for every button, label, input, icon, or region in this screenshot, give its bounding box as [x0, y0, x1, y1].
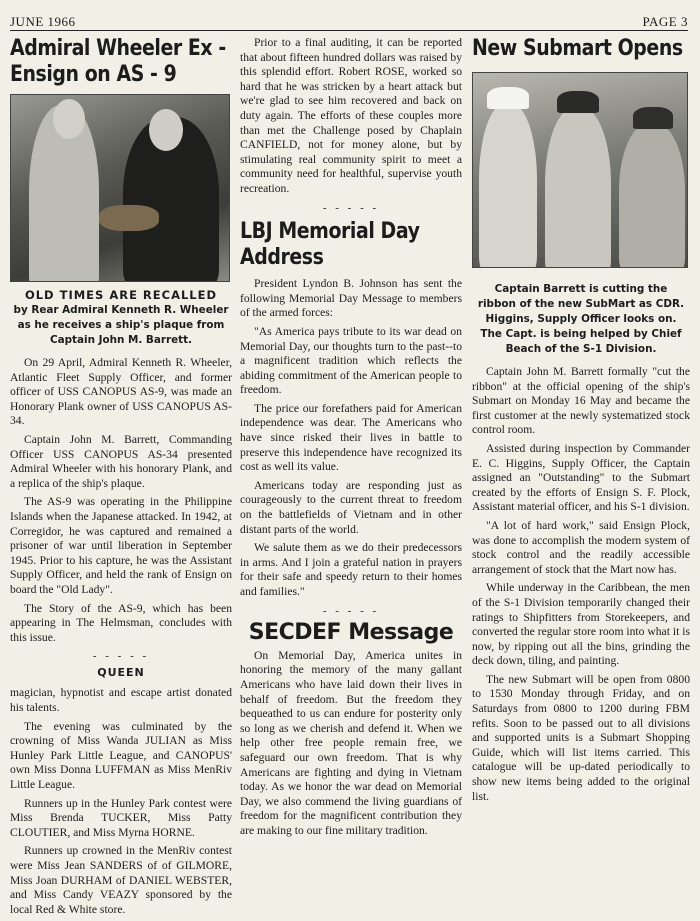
page-header: [10, 8, 688, 31]
column-right: [472, 36, 690, 808]
paragraph: On 29 April, Admiral Kenneth R. Wheeler, Atlantic Fleet Supply Officer, and former officer of USS CANOPUS AS-9, was made an Honorary Plank owner of USS CANOPUS AS-34.: [10, 356, 232, 428]
paragraph: The new Submart will be open from 0800 to 1530 Monday through Friday, and on Saturdays from 0800 to 1200 during FBM refits. Soon to be passed out to all divisions and supported units is a Submart Shopping Guide, which will list items carried. This catalogue will be up-dated periodically to show new items being added to the original list.: [472, 672, 690, 803]
paragraph: Captain John M. Barrett formally "cut the ribbon" at the official opening of the ship's Submart on Monday 16 May and became the first customer at the newly systematized stock control room.: [472, 365, 690, 437]
lbj-article-body: [240, 277, 462, 599]
paragraph: President Lyndon B. Johnson has sent the following Memorial Day Message to members of the armed forces:: [240, 277, 462, 320]
paragraph: We salute them as we do their predecessors in arms. And I join a grateful nation in prayers for their safe and speedy return to their homes and families.": [240, 541, 462, 598]
article-headline-secdef: SECDEF Message: [248, 620, 454, 646]
article-headline-lbj: LBJ Memorial Day Address: [240, 219, 420, 271]
secdef-paragraph: On Memorial Day, America unites in honoring the memory of the many gallant Americans who have laid down their lives in behalf of freedom. But the freedom they bequeathed to us can endure for posterity only so long as we cherish and defend it. When we help other free people remain free, we safeguard our own freedom. That is why Americans are fighting and dying in Vietnam today. As we honor the war dead on Memorial Day, we also commend the living guardians of freedom for the magnificent contribution they are making to our fine military tradition.: [240, 648, 462, 837]
submart-photo: [472, 72, 688, 268]
issue-date: JUNE 1966: [10, 14, 76, 29]
wheeler-photo: [10, 94, 230, 282]
paragraph: "A lot of hard work," said Ensign Plock, was done to accomplish the modern system of stock control and the readily accessible arrangement of stock that the Mart now has.: [472, 518, 690, 576]
submart-photo-caption: Captain Barrett is cutting the ribbon of the new SubMart as CDR. Higgins, Supply Officer looks on. The Capt. is being helped by Chief Beach of the S-1 Division.: [477, 283, 685, 355]
paragraph: The AS-9 was operating in the Philippine Islands when the Japanese attacked. In 1942, at Corregidor, he was captured and remained a prisoner of war until liberation in September 1945. Prior to his capture, he was the Assistant Supply Officer, and held the rank of Ensign on board the "Old Lady".: [10, 495, 232, 596]
page-number: PAGE 3: [642, 14, 688, 29]
section-divider: - - - - -: [322, 604, 380, 617]
continued-paragraph: Prior to a final auditing, it can be reported that about fifteen hundred dollars was raised by this splendid effort. Robert ROSE, worked so hard that he was stricken by a heart attack but we're glad to see him recovered and back on duty again. The efforts of these couples more than met the Challenge posed by Chaplain CANFIELD, not for money alone, but by stimulating real community spirit to meet a community need for healthful, supervise youth recreation.: [240, 36, 462, 195]
column-middle: [240, 36, 462, 843]
submart-article-body: [472, 365, 690, 804]
paragraph: "As America pays tribute to its war dead on Memorial Day, our thoughts turn to the past--to a magnificent tradition which reflects the abiding commitment of the American people to freedom.: [240, 324, 462, 397]
wheeler-photo-caption: OLD TIMES ARE RECALLED by Rear Admiral Kenneth R. Wheeler as he receives a ship's plaque from Captain John M. Barrett.: [13, 288, 229, 346]
wheeler-article-body: [10, 356, 232, 645]
section-divider: - - - - -: [92, 650, 150, 663]
section-divider: - - - - -: [322, 201, 380, 214]
paragraph: Captain John M. Barrett, Commanding Officer USS CANOPUS AS-34 presented Admiral Wheeler with his honorary Plank, and a replica of the ship's plaque.: [10, 432, 232, 490]
column-left: [10, 36, 232, 921]
queen-article-body: [10, 686, 232, 917]
queen-heading: QUEEN: [97, 665, 145, 679]
paragraph: Runners up crowned in the MenRiv contest were Miss Jean SANDERS of of GILMORE, Miss Joan DURHAM of DANIEL WEBSTER, and Miss Candy VEAZY sponsored by the local Red & White store.: [10, 844, 232, 916]
paragraph: Assisted during inspection by Commander E. C. Higgins, Supply Officer, the Captain assigned an "Outstanding" to the Submart created by the efforts of Ensign S. F. Plock, Assistant material officer, and his S-1 division.: [472, 441, 690, 514]
paragraph: magician, hypnotist and escape artist donated his talents.: [10, 686, 232, 715]
paragraph: Runners up in the Hunley Park contest were Miss Brenda TUCKER, Miss Patty CLOUTIER, and Miss Myrna HORNE.: [10, 796, 232, 839]
paragraph: While underway in the Caribbean, the men of the S-1 Division temporarily changed their ratings to Shipfitters from Storekeepers, and converted the regular store room into what it is now, by ripping out all the bins, grinding the deck down, tiling, and painting.: [472, 581, 690, 668]
paragraph: The Story of the AS-9, which has been appearing in The Helmsman, concludes with this issue.: [10, 601, 232, 644]
paragraph: The evening was culminated by the crowning of Miss Wanda JULIAN as Miss Hunley Park Little League, and CANOPUS' own Miss Donna LUFFMAN as Miss MenRiv Little League.: [10, 719, 232, 792]
paragraph: The price our forefathers paid for American independence was dear. The Americans who have since risked their lives in battle to preserve this independence have recognized its cost as well its value.: [240, 401, 462, 474]
article-headline-wheeler: Admiral Wheeler Ex - Ensign on AS - 9: [10, 36, 226, 87]
article-headline-submart: New Submart Opens: [472, 36, 683, 61]
paragraph: Americans today are responding just as courageously to the current threat to freedom on the battlefields of Vietnam and in other distant parts of the world.: [240, 478, 462, 536]
